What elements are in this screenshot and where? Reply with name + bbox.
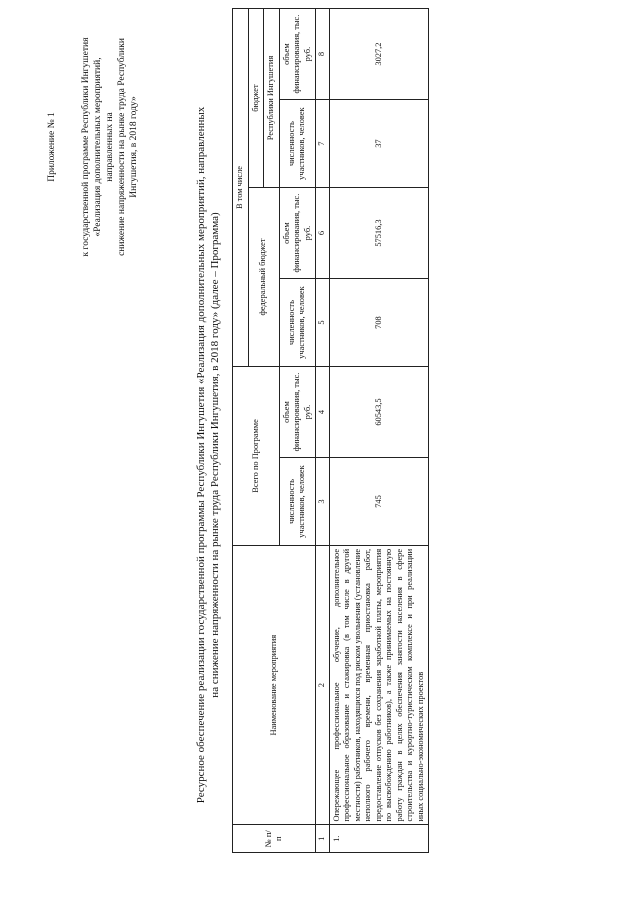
column-number-row [316, 9, 330, 853]
table-row [329, 9, 429, 853]
document-title-line: на снижение напряженности на рынке труда Республики Ингушетия, в 2018 году» (далее – Программа) [209, 212, 221, 698]
column-number: 1 [316, 825, 330, 853]
header-participants: численность участников, человек [279, 100, 316, 188]
federal-funding: 57516,3 [329, 188, 429, 279]
header-participants: численность участников, человек [279, 279, 316, 367]
appendix-number: Приложение № 1 [47, 112, 57, 182]
appendix-line: снижение напряженности на рынке труда Республики [117, 38, 127, 256]
column-number: 4 [316, 366, 330, 457]
header-participants: численность участников, человек [279, 458, 316, 546]
header-name: Наименование мероприятия [233, 545, 316, 825]
row-description: Опережающее профессиональное обучение, дополнительное профессиональное образование и стажировка (в том числе в другой местности) работников, находящихся под риском увольнения (установление неполного рабочего времени, временная приостановка работ, предоставление отпусков без сохранения заработной платы, мероприятия по высвобождению работников), а также принимаемых на постоянную работу граждан в целях обеспечения занятости населения в сфере строительства и курортно-туристическом комплексе и при реализации иных социально-экономических проектов [329, 545, 429, 825]
resource-table [232, 8, 429, 853]
header-funding: объем финансирования, тыс. руб. [279, 9, 316, 100]
header-funding: объем финансирования, тыс. руб. [279, 188, 316, 279]
republic-participants: 37 [329, 100, 429, 188]
document-title [194, 65, 222, 845]
appendix-line: Ингушетия, в 2018 году» [129, 96, 139, 198]
appendix-line: «Реализация дополнительных мероприятий, направленных на [93, 57, 115, 237]
column-number: 5 [316, 279, 330, 367]
header-republic: Республики Ингушетия [264, 9, 280, 188]
republic-funding: 3027,2 [329, 9, 429, 100]
header-no: № п/п [233, 825, 316, 853]
appendix-line: к государственной программе Республики Ингушетия [81, 37, 91, 257]
header-row [233, 9, 249, 853]
column-number: 6 [316, 188, 330, 279]
header-in-that: В том числе [233, 9, 249, 367]
column-number: 2 [316, 545, 330, 825]
column-number: 8 [316, 9, 330, 100]
column-number: 7 [316, 100, 330, 188]
total-funding: 60543,5 [329, 366, 429, 457]
row-number: 1. [329, 825, 429, 853]
federal-participants: 708 [329, 279, 429, 367]
total-participants: 745 [329, 458, 429, 546]
header-funding: объем финансирования, тыс. руб. [279, 366, 316, 457]
document-title-line: Ресурсное обеспечение реализации государственной программы Республики Ингушетия «Реализация дополнительных мероприятий, направленных [195, 106, 207, 804]
header-federal: федеральный бюджет [248, 188, 279, 367]
header-total: Всего по Программе [233, 366, 280, 545]
column-number: 3 [316, 458, 330, 546]
header-budget: бюджет [248, 9, 264, 188]
appendix-block [46, 37, 140, 257]
